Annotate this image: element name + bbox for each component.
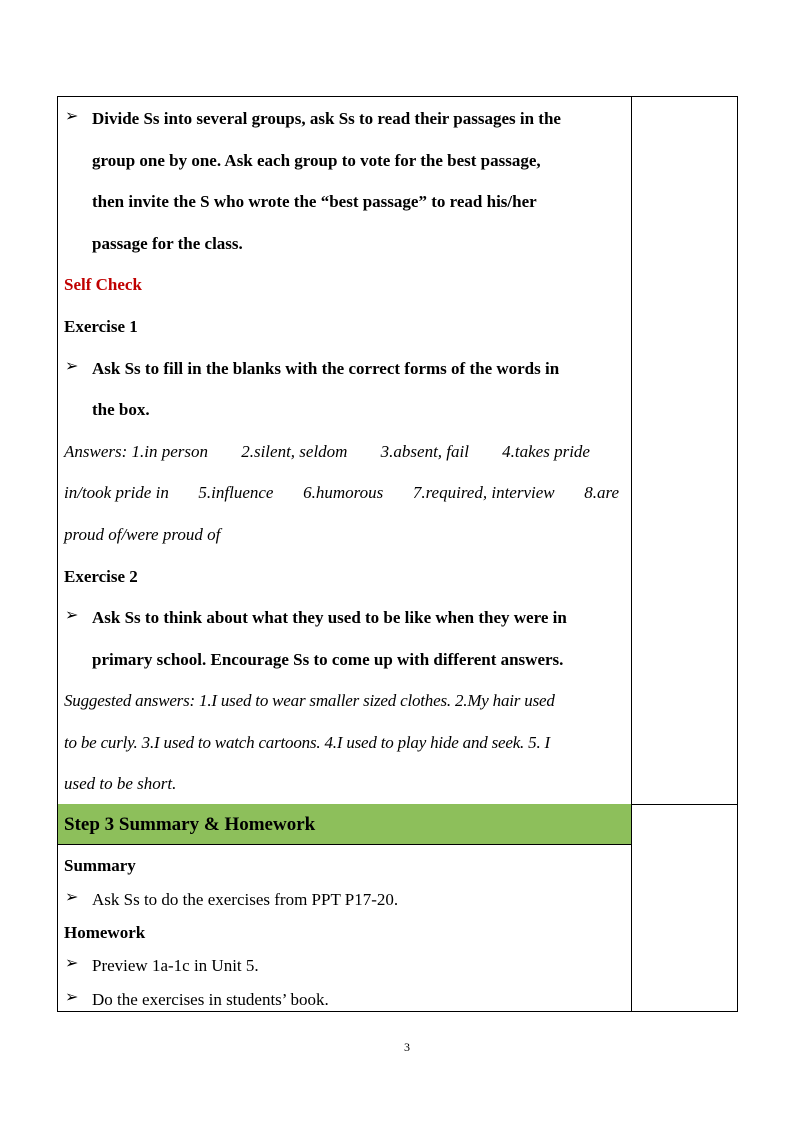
answer-item: 2.silent, seldom (241, 442, 348, 461)
answers-line (64, 484, 619, 501)
column-divider (631, 96, 632, 1012)
step3-heading: Step 3 Summary & Homework (64, 814, 316, 835)
answer-item: 6.humorous (303, 483, 384, 502)
bullet-arrow-icon: ➢ (65, 889, 79, 906)
instruction-line: the box. (92, 400, 150, 419)
bullet-arrow-icon: ➢ (65, 955, 79, 972)
bullet-arrow-icon: ➢ (65, 108, 79, 125)
homework-item: Preview 1a-1c in Unit 5. (92, 956, 259, 975)
answer-item: 3.absent, fail (380, 442, 469, 461)
instruction-line: primary school. Encourage Ss to come up with different answers. (92, 650, 564, 669)
summary-item: Ask Ss to do the exercises from PPT P17-20. (92, 890, 399, 909)
suggested-answers-line: to be curly. 3.I used to watch cartoons. 4.I used to play hide and seek. 5. I (64, 733, 551, 752)
exercise1-title: Exercise 1 (64, 317, 138, 336)
suggested-answers-line: Suggested answers: 1.I used to wear smaller sized clothes. 2.My hair used (64, 691, 555, 710)
answers-line: proud of/were proud of (64, 525, 221, 544)
answer-item: 8.are (584, 483, 619, 502)
bullet-arrow-icon: ➢ (65, 358, 79, 375)
answer-item: 4.takes pride (502, 442, 590, 461)
suggested-answers-line: used to be short. (64, 774, 177, 793)
answers-line (64, 443, 590, 460)
instruction-line: Ask Ss to think about what they used to be like when they were in (92, 608, 567, 627)
answer-item: 7.required, interview (412, 483, 555, 502)
summary-title: Summary (64, 856, 136, 875)
answer-item: in/took pride in (64, 483, 169, 502)
exercise2-title: Exercise 2 (64, 567, 138, 586)
page-number: 3 (404, 1040, 410, 1054)
instruction-line: passage for the class. (92, 234, 243, 253)
instruction-line: Divide Ss into several groups, ask Ss to read their passages in the (92, 109, 561, 128)
homework-title: Homework (64, 923, 146, 942)
instruction-line: Ask Ss to fill in the blanks with the correct forms of the words in (92, 359, 560, 378)
instruction-line: then invite the S who wrote the “best passage” to read his/her (92, 192, 537, 211)
bullet-arrow-icon: ➢ (65, 989, 79, 1006)
answer-item: 5.influence (198, 483, 274, 502)
answer-item: Answers: 1.in person (64, 442, 209, 461)
instruction-line: group one by one. Ask each group to vote for the best passage, (92, 151, 541, 170)
self-check-heading: Self Check (64, 275, 142, 294)
bullet-arrow-icon: ➢ (65, 607, 79, 624)
homework-item: Do the exercises in students’ book. (92, 990, 329, 1009)
